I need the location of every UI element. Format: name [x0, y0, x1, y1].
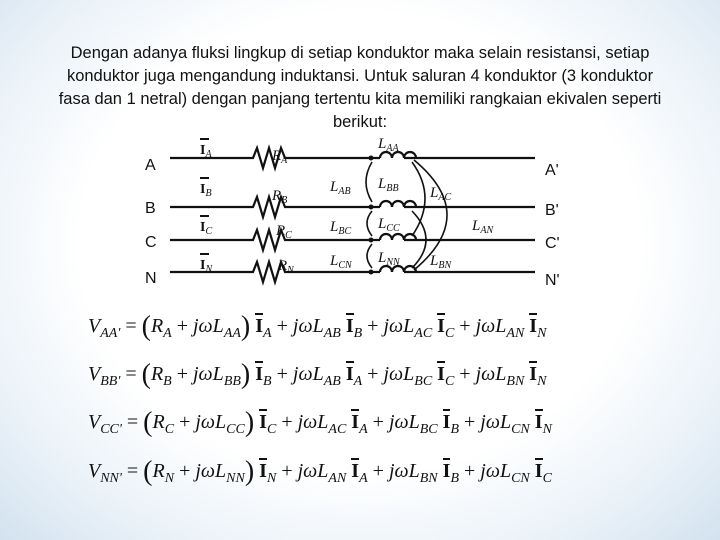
inductance-label-nn: $L_{NN}$	[378, 250, 400, 268]
node-c: C	[145, 234, 157, 251]
inductance-label-bc: $L_{BC}$	[330, 219, 352, 237]
current-label-a: $I_A$	[200, 143, 212, 160]
inductance-label-cn: $L_{CN}$	[330, 253, 352, 271]
node-a: A	[145, 157, 156, 174]
equation-vcc: $V_{CC'} = (R_C + j\omega L_{CC})$ $I_C + j\omega L_{AC}$ $I_A + j\omega L_{BC}$ $I_B + j\omega L_{CN}$ $I_N$	[88, 407, 552, 438]
equation-vbb: $V_{BB'} = (R_B + j\omega L_{BB})$ $I_B + j\omega L_{AB}$ $I_A + j\omega L_{BC}$ $I_C + j\omega L_{BN}$ $I_N$	[88, 359, 547, 390]
polarity-dot-b	[369, 205, 374, 210]
node-n-prime: N'	[545, 272, 560, 289]
inductance-label-aa: $L_{AA}$	[378, 136, 399, 154]
equation-vaa: $V_{AA'} = (R_A + j\omega L_{AA})$ $I_A + j\omega L_{AB}$ $I_B + j\omega L_{AC}$ $I_C + j\omega L_{AN}$ $I_N$	[88, 311, 547, 342]
current-label-b: $I_B$	[200, 182, 212, 199]
inductance-label-bn: $L_{BN}$	[430, 253, 452, 271]
inductance-label-ac: $L_{AC}$	[430, 185, 452, 203]
node-b: B	[145, 200, 156, 217]
current-label-n: $I_N$	[200, 258, 212, 275]
resistor-label-b: $R_B$	[272, 188, 288, 206]
polarity-dot-c	[369, 238, 374, 243]
node-n: N	[145, 270, 157, 287]
coupling-arc-ab	[366, 162, 372, 202]
intro-paragraph: Dengan adanya fluksi lingkup di setiap konduktor maka selain resistansi, setiap konduktor juga mengandung induktansi. Untuk saluran 4 konduktor (3 konduktor fasa dan 1 netral) dengan panjang tertentu kita memiliki rangkaian ekivalen seperti berikut:	[58, 44, 662, 131]
node-b-prime: B'	[545, 202, 559, 219]
polarity-dot-n	[369, 270, 374, 275]
resistor-label-a: $R_A$	[272, 148, 288, 166]
coupling-arc-bc	[367, 211, 372, 236]
resistor-label-c: $R_C$	[276, 223, 292, 241]
inductance-label-an: $L_{AN}$	[472, 218, 494, 236]
equation-vnn: $V_{NN'} = (R_N + j\omega L_{NN})$ $I_N + j\omega L_{AN}$ $I_A + j\omega L_{BN}$ $I_B + j\omega L_{CN}$ $I_C$	[88, 456, 552, 487]
current-label-c: $I_C$	[200, 220, 212, 237]
inductance-label-ab: $L_{AB}$	[330, 179, 351, 197]
node-c-prime: C'	[545, 235, 560, 252]
polarity-dot-a	[369, 156, 374, 161]
inductance-label-bb: $L_{BB}$	[378, 176, 399, 194]
node-a-prime: A'	[545, 162, 559, 179]
coupling-arc-cn	[367, 244, 372, 268]
inductance-label-cc: $L_{CC}$	[378, 216, 400, 234]
resistor-label-n: $R_N$	[278, 258, 294, 276]
